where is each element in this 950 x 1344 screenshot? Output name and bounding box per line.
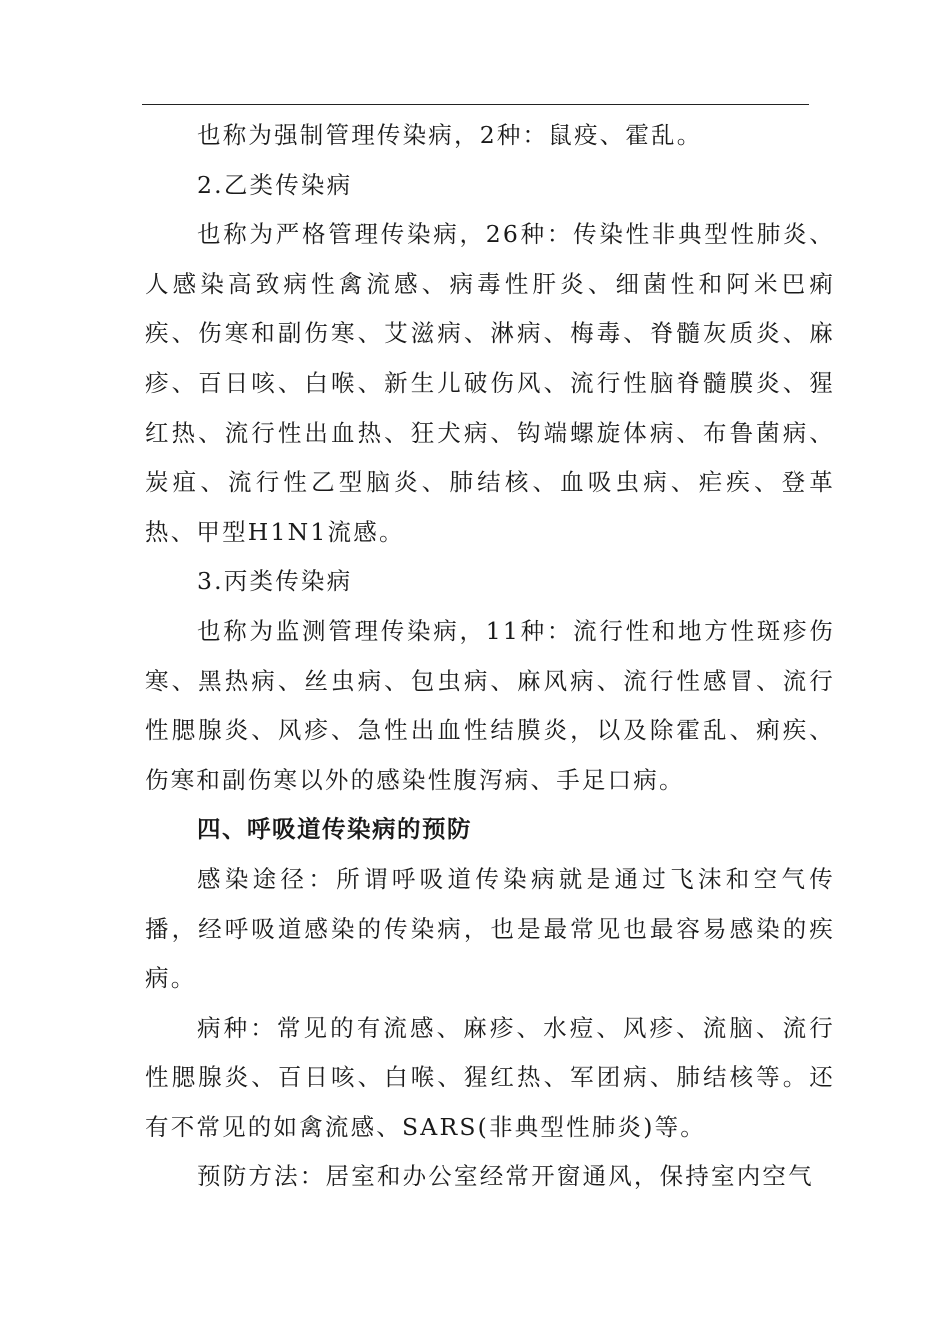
paragraph-disease-types: 病种：常见的有流感、麻疹、水痘、风疹、流脑、流行性腮腺炎、百日咳、白喉、猩红热、军团病、肺结核等。还有不常见的如禽流感、SARS(非典型性肺炎)等。 — [145, 1013, 835, 1141]
paragraph-category-c-title: 3.丙类传染病 — [197, 567, 353, 596]
header-rule — [142, 104, 809, 105]
document-body — [145, 111, 835, 1202]
paragraph-category-b-description: 也称为严格管理传染病，26种：传染性非典型性肺炎、人感染高致病性禽流感、病毒性肝炎、细菌性和阿米巴痢疾、伤寒和副伤寒、艾滋病、淋病、梅毒、脊髓灰质炎、麻疹、百日咳、白喉、新生儿破伤风、流行性脑脊髓膜炎、猩红热、流行性出血热、狂犬病、钩端螺旋体病、布鲁菌病、炭疽、流行性乙型脑炎、肺结核、血吸虫病、疟疾、登革热、甲型H1N1流感。 — [145, 220, 835, 546]
section-heading-respiratory-prevention: 四、呼吸道传染病的预防 — [197, 815, 472, 844]
paragraph-category-a-description: 也称为强制管理传染病，2种：鼠疫、霍乱。 — [197, 121, 703, 149]
paragraph-category-c-description: 也称为监测管理传染病，11种：流行性和地方性斑疹伤寒、黑热病、丝虫病、包虫病、麻风病、流行性感冒、流行性腮腺炎、风疹、急性出血性结膜炎，以及除霍乱、痢疾、伤寒和副伤寒以外的感染性腹泻病、手足口病。 — [145, 616, 835, 794]
paragraph-prevention-methods: 预防方法：居室和办公室经常开窗通风，保持室内空气 — [197, 1162, 814, 1191]
paragraph-category-b-title: 2.乙类传染病 — [197, 170, 353, 199]
paragraph-infection-route: 感染途径：所谓呼吸道传染病就是通过飞沫和空气传播，经呼吸道感染的传染病，也是最常见也最容易感染的疾病。 — [145, 864, 835, 993]
